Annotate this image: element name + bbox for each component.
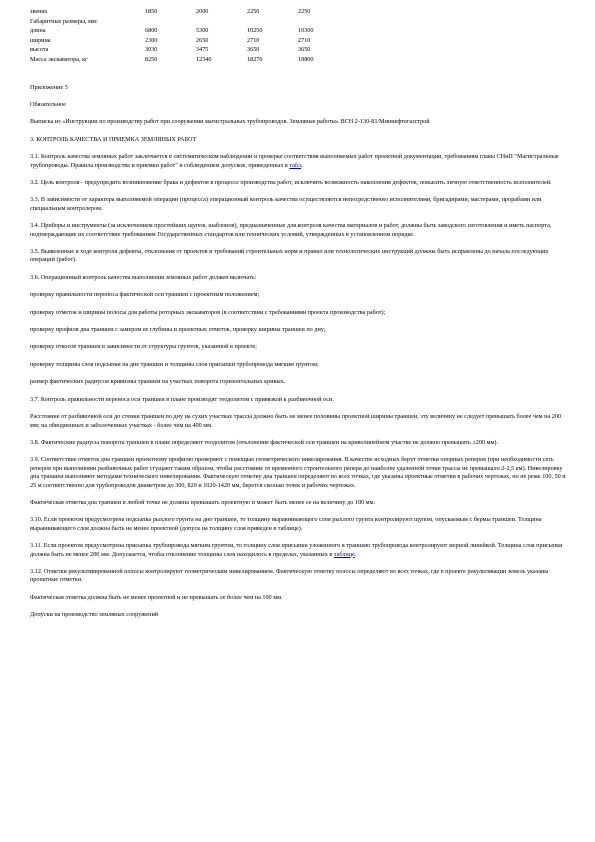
appendix-title: Приложение 5 <box>30 83 68 91</box>
paragraph-3-7: 3.7. Контроль правильности переноса оси траншеи в плане производят теодолитом с привязкой к разбивочной оси. <box>30 395 334 403</box>
paragraph-3-11-text: 3.11. Если проектом предусмотрена присыпка трубопровода мягким грунтом, то толщину слоя присыпки уложенного в траншею трубопровода контролируют мерной линейкой. Толщина слоя присыпки должна быть не менее 200 мм. Допускается, чтобы отклонение толщины слоя находилось в пределах, указанных в <box>30 542 563 558</box>
spec-table-row <box>30 37 349 47</box>
paragraph-3-1 <box>30 153 570 170</box>
paragraph-3-11 <box>30 542 570 559</box>
spec-table-row <box>30 56 349 66</box>
spec-value: 2300 <box>145 36 158 44</box>
spec-table-row <box>30 8 349 18</box>
spec-value: 2650 <box>196 36 209 44</box>
spec-row-label: высота <box>30 46 49 54</box>
document-page <box>30 8 570 629</box>
spec-value <box>247 18 298 28</box>
spec-value <box>196 18 247 28</box>
table-link[interactable]: табл <box>289 161 301 169</box>
spec-row-label: ширина <box>30 36 51 44</box>
spec-value: 2710 <box>298 36 311 44</box>
spec-value: 5300 <box>196 27 209 35</box>
spec-value: 3475 <box>196 46 209 54</box>
spec-value <box>145 18 196 28</box>
paragraph-3-12: 3.12. Отметки рекультивированной полосы контролируют геометрическим нивелированием. Фактическую отметку полосы определяют во всех точках, где в проекте рекультивации земель указаны проектные отметки. <box>30 567 549 584</box>
spec-value: 6800 <box>145 27 158 35</box>
section-title: 3. КОНТРОЛЬ КАЧЕСТВА И ПРИЕМКА ЗЕМЛЯНЫХ РАБОТ <box>30 135 197 143</box>
spec-table-body <box>30 8 349 66</box>
paragraph-3-10: 3.10. Если проектом предусмотрена подсыпка рыхлого грунта на дно траншеи, то толщину выравнивающего слоя рыхлого грунта контролируют щупом, опускаемым с бермы траншеи. Толщина выравнивающего слоя должна быть не менее проектной (допуск на толщину слоя приведен в таблице). <box>30 516 542 532</box>
spec-value: 1850 <box>145 8 158 15</box>
spec-row-label: длина <box>30 27 46 35</box>
paragraph-3-8: 3.8. Фактические радиусы поворота траншеи в плане определяют теодолитом (отклонение фактической оси траншеи на криволинейном участке не должно превышать ±200 мм). <box>30 438 499 446</box>
spec-value: 3650 <box>247 46 260 54</box>
paragraph-3-9: 3.9. Соответствие отметок дна траншеи проектному профилю проверяют с помощью геометрического нивелирования. В качестве исходных берут отметки опорных реперов (при необходимости сеть реперов при выполнении разбивочных работ сгущают таким образом, чтобы расстояние от временного строительного репера до наиболее удаленной точки трассы не превышало 2-2,5 км). Нивелировку дна траншеи выполняют методами технического нивелирования. Фактическую отметку дна траншеи определяют во всех точках, где указаны проектные отметки в рабочих чертежах, но не реже 100, 50 и 25 м соответственно для трубопроводов диаметром до 300, 820 и 1020-1420 мм, берется сколько точек и рабочих чертежах. <box>30 456 566 489</box>
spec-table-row <box>30 46 349 56</box>
table-link[interactable]: таблице <box>333 550 355 558</box>
paragraph-3-4: 3.4. Приборы и инструменты (за исключением простейших щупов, шаблонов), предназначенные для контроля качества материалов и работ, должны быть заводского изготовления и иметь паспорта, подтверждающие их соответствие требованиям Государственных стандартов или технических условий, утвержденных в установленном порядке. <box>30 222 552 238</box>
spec-table-row <box>30 18 349 28</box>
control-item: проверку отметок и ширины полосы для работы роторных экскаваторов (в соответствии с требованиями проекта производства работ); <box>30 308 386 316</box>
spec-row-label: Габаритные размеры, мм: <box>30 17 98 25</box>
paragraph-3-9-continued: Фактическая отметка дна траншеи в любой точке не должна превышать проектную и может быть менее ее на величину до 100 мм. <box>30 498 376 506</box>
control-item: проверку откосов траншеи в зависимости от структуры грунтов, указанной в проекте; <box>30 343 257 351</box>
paragraph-3-1-text: 3.1. Контроль качества земляных работ заключается в систематическом наблюдении и проверке соответствия выполняемых работ проектной документации, требованиям главы СНиП "Магистральные трубопроводы. Правила производства и приемки работ" и соблюдением допусков, приведенных в <box>30 153 559 169</box>
spec-value: 8250 <box>145 55 158 63</box>
tolerances-heading: Допуски на производство земляных сооружений <box>30 611 159 619</box>
spec-value: 10300 <box>298 27 314 35</box>
spec-value: 12340 <box>196 55 212 63</box>
spec-value: 10250 <box>247 27 263 35</box>
spec-row-label: Масса экскаватора, кг <box>30 55 88 63</box>
spec-value: 3650 <box>298 46 311 54</box>
paragraph-3-5: 3.5. Выявленные в ходе контроля дефекты, отклонения от проектов и требований строительных норм и правил или технологических инструкций должны быть исправлены до начала последующих операций (работ). <box>30 248 549 264</box>
control-item: проверку профиля дна траншеи с замером ее глубины и проектных отметок, проверку ширины траншеи по дну; <box>30 326 326 334</box>
paragraph-3-12-continued: Фактическая отметка должна быть не менее проектной и не превышать ее более чем на 100 мм. <box>30 593 283 601</box>
spec-value: 18800 <box>298 55 314 63</box>
control-item: размер фактических радиусов кривизны траншеи на участках поворота горизонтальных кривых. <box>30 378 286 386</box>
spec-table-row <box>30 27 349 37</box>
paragraph-3-3: 3.3. В зависимости от характера выполняемой операции (процесса) операционный контроль качества осуществляется непосредственно исполнителями, бригадирами, мастерами, прорабами или специальным контролером. <box>30 196 542 212</box>
spec-value <box>298 18 349 28</box>
excavator-spec-table <box>30 8 349 66</box>
excerpt-source: Выписка из «Инструкции по производству работ при сооружении магистральных трубопроводов. Земляные работы» ВСН 2-130-81/Миннефтегазстрой <box>30 118 430 126</box>
spec-value: 2250 <box>247 8 260 15</box>
paragraph-3-11-end: . <box>354 550 357 558</box>
paragraph-3-1-end: . <box>300 161 303 169</box>
paragraph-3-6: 3.6. Операционный контроль качества выполнения земляных работ должен включать: <box>30 273 257 281</box>
paragraph-3-7-continued: Расстояние от разбивочной оси до стенки траншеи по дну на сухих участках трассы должно быть не менее половины проектной ширины траншеи, эту величину не следует превышать более чем на 200 мм; на обводненных и заболоченных участках - более чем на 400 мм. <box>30 413 562 429</box>
paragraph-3-2: 3.2. Цель контроля - предупредить возникновение брака и дефектов в процессе производства работ, исключить возможность накопления дефектов, повысить личную ответственность исполнителей. <box>30 179 552 186</box>
control-item: проверку правильности переноса фактической оси траншеи с проектным положением; <box>30 291 260 299</box>
spec-value: 2710 <box>247 36 260 44</box>
spec-row-label: звенях <box>30 8 48 15</box>
spec-value: 18270 <box>247 55 263 63</box>
spec-value: 3030 <box>145 46 158 54</box>
appendix-status: Обязательное <box>30 100 66 108</box>
spec-value: 2250 <box>298 8 311 15</box>
control-item: проверку толщины слоя подсыпки на дне траншеи и толщины слоя присыпки трубопровода мягким грунтом; <box>30 360 319 368</box>
spec-value: 2000 <box>196 8 209 15</box>
